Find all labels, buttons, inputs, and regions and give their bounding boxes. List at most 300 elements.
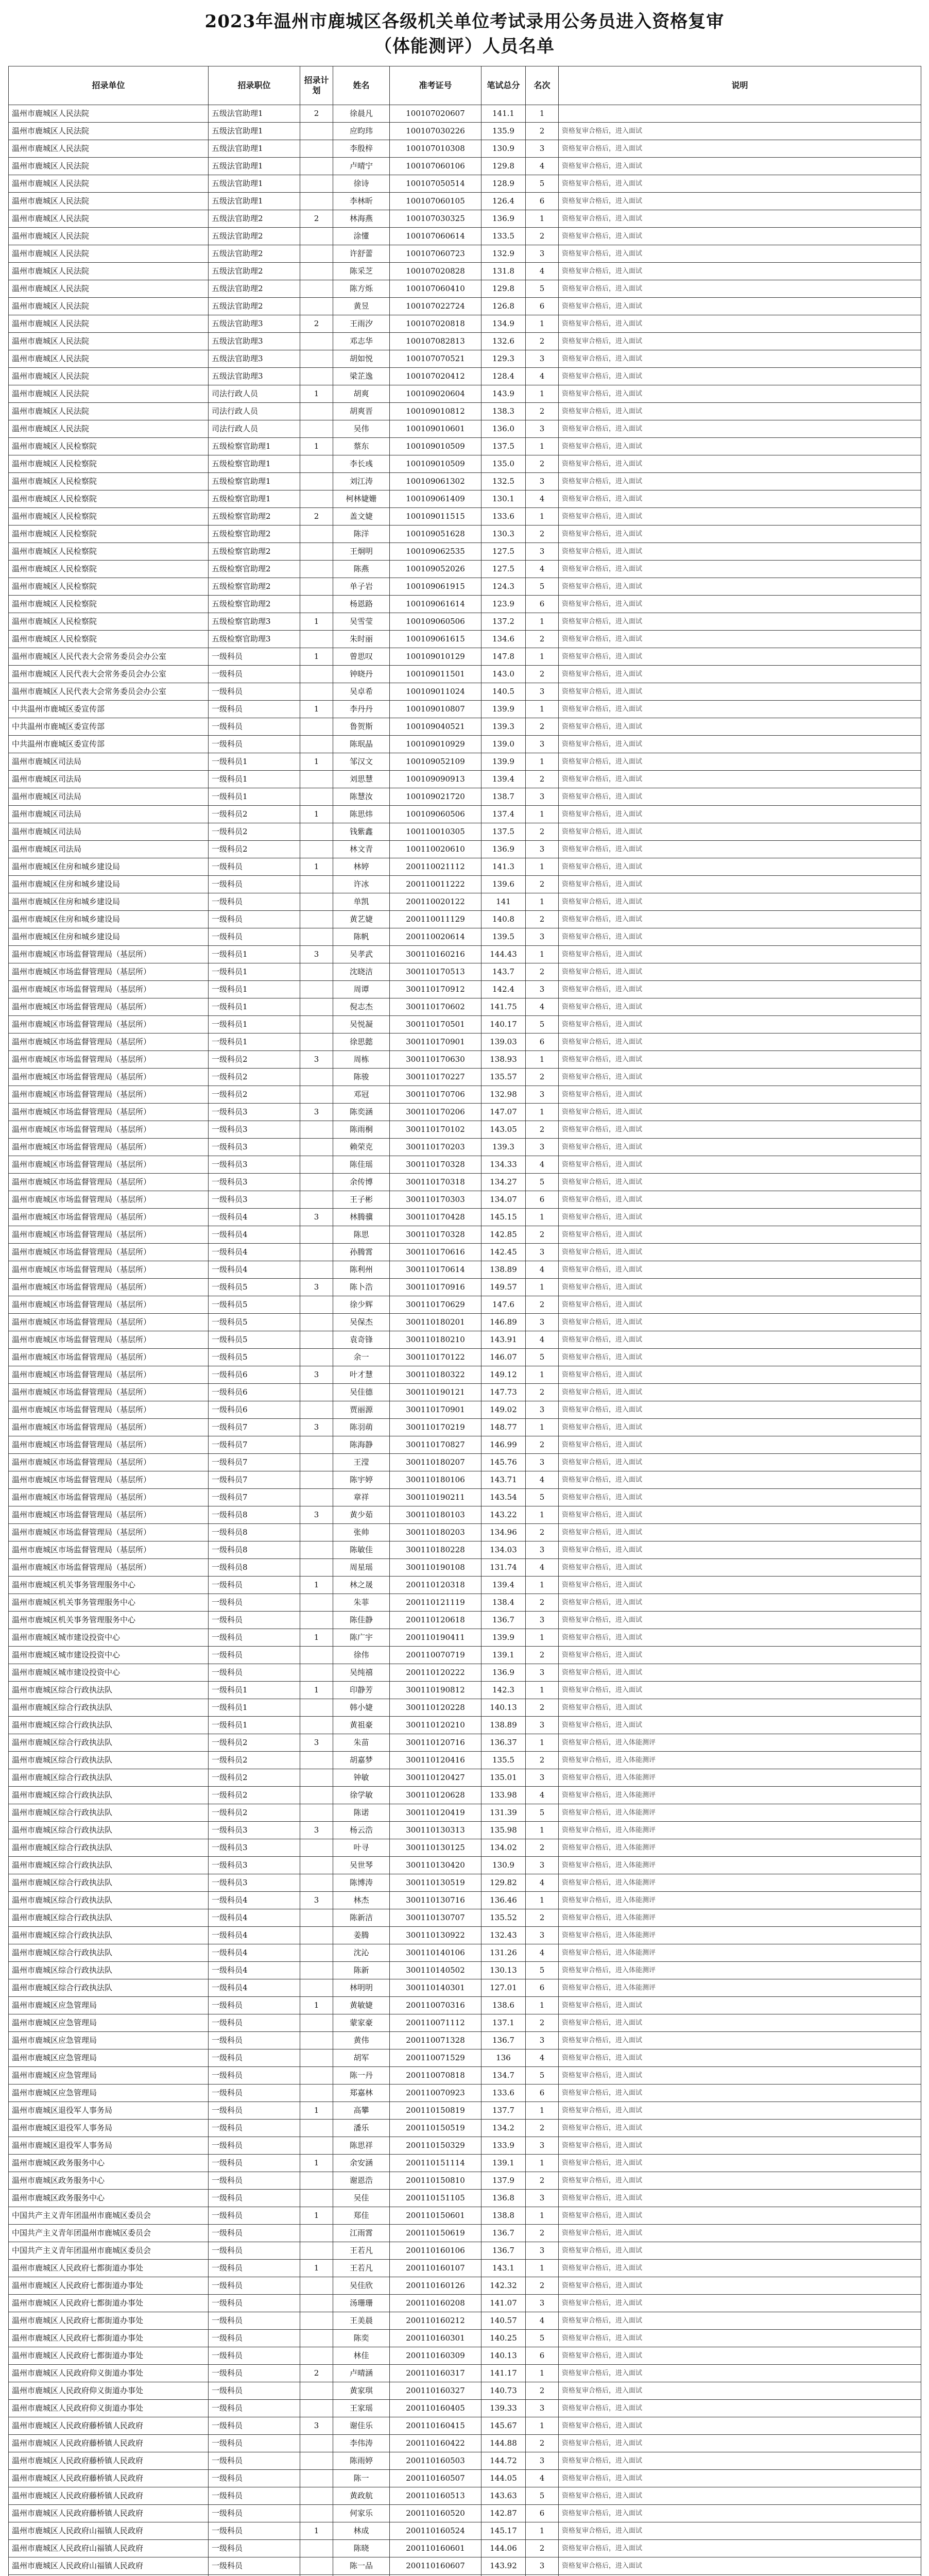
cell-note: 资格复审合格后，进入体能测评 [559,1822,921,1839]
cell-exam-id: 100107070521 [390,350,481,368]
cell-unit: 温州市鹿城区市场监督管理局（基层所） [9,1349,209,1366]
cell-rank: 1 [526,1366,559,1384]
cell-score: 141.07 [481,2295,526,2312]
cell-score: 133.9 [481,2137,526,2155]
cell-quota [300,1174,333,1191]
cell-unit: 温州市鹿城区机关事务管理服务中心 [9,1577,209,1594]
cell-score: 143.71 [481,1471,526,1489]
cell-score: 143.63 [481,2487,526,2505]
cell-rank: 1 [526,438,559,455]
cell-note: 资格复审合格后，进入体能测评 [559,1769,921,1787]
cell-name: 高攀 [333,2102,390,2120]
cell-rank: 1 [526,1892,559,1909]
cell-name: 林成 [333,2522,390,2540]
table-row [9,1734,921,1752]
cell-rank: 3 [526,1454,559,1471]
cell-position: 一级科员4 [209,1927,300,1944]
cell-note: 资格复审合格后，进入面试 [559,963,921,981]
table-row [9,1612,921,1629]
cell-unit: 温州市鹿城区人民政府仰义街道办事处 [9,2382,209,2400]
header-rank: 名次 [526,66,559,105]
cell-name: 吴悦凝 [333,1016,390,1033]
cell-exam-id: 200110160503 [390,2452,481,2470]
cell-unit: 温州市鹿城区人民检察院 [9,508,209,526]
cell-note: 资格复审合格后，进入体能测评 [559,1804,921,1822]
cell-position: 一级科员2 [209,1069,300,1086]
cell-quota [300,2137,333,2155]
cell-position: 一级科员 [209,2540,300,2557]
cell-name: 陈卜浩 [333,1279,390,1296]
cell-unit: 温州市鹿城区综合行政执法队 [9,1734,209,1752]
table-row [9,1436,921,1454]
cell-name: 余传博 [333,1174,390,1191]
cell-unit: 温州市鹿城区市场监督管理局（基层所） [9,1104,209,1121]
cell-rank: 2 [526,771,559,788]
cell-name: 吴伟 [333,420,390,438]
cell-quota [300,2347,333,2365]
table-row [9,2557,921,2575]
cell-score: 129.82 [481,1874,526,1892]
cell-unit: 温州市鹿城区人民法院 [9,123,209,140]
cell-unit: 温州市鹿城区综合行政执法队 [9,1944,209,1962]
cell-position: 一级科员 [209,2067,300,2084]
cell-score: 134.6 [481,631,526,648]
cell-exam-id: 300110190211 [390,1489,481,1506]
cell-rank: 2 [526,876,559,893]
cell-note: 资格复审合格后，进入面试 [559,2207,921,2225]
cell-exam-id: 300110170328 [390,1156,481,1174]
cell-note: 资格复审合格后，进入面试 [559,1191,921,1209]
cell-name: 黄家琪 [333,2382,390,2400]
cell-exam-id: 100109011515 [390,508,481,526]
cell-unit: 温州市鹿城区人民检察院 [9,438,209,455]
cell-rank: 1 [526,1419,559,1436]
cell-exam-id: 100107020818 [390,315,481,333]
cell-quota [300,543,333,561]
cell-note: 资格复审合格后，进入面试 [559,2260,921,2277]
cell-unit: 温州市鹿城区司法局 [9,788,209,806]
cell-quota [300,1261,333,1279]
cell-exam-id: 100109061409 [390,490,481,508]
cell-name: 王家瑶 [333,2400,390,2417]
table-row [9,1944,921,1962]
cell-name: 郑佳 [333,2207,390,2225]
cell-exam-id: 200110011129 [390,911,481,928]
cell-unit: 温州市鹿城区市场监督管理局（基层所） [9,1069,209,1086]
table-row [9,2540,921,2557]
cell-rank: 4 [526,998,559,1016]
cell-exam-id: 200110160212 [390,2312,481,2330]
cell-rank: 2 [526,823,559,841]
cell-name: 陈新 [333,1962,390,1979]
cell-exam-id: 100107060723 [390,245,481,263]
cell-note: 资格复审合格后，进入体能测评 [559,1839,921,1857]
cell-unit: 温州市鹿城区政务服务中心 [9,2155,209,2172]
cell-rank: 4 [526,368,559,385]
table-row [9,2365,921,2382]
cell-unit: 温州市鹿城区综合行政执法队 [9,1874,209,1892]
table-row [9,1699,921,1717]
cell-rank: 3 [526,2295,559,2312]
cell-quota [300,596,333,613]
header-score: 笔试总分 [481,66,526,105]
cell-rank: 3 [526,2452,559,2470]
cell-quota [300,2067,333,2084]
cell-position: 一级科员 [209,1664,300,1682]
cell-rank: 3 [526,1927,559,1944]
table-row [9,1752,921,1769]
cell-position: 一级科员2 [209,806,300,823]
cell-rank: 4 [526,490,559,508]
cell-unit: 温州市鹿城区人民政府藤桥镇人民政府 [9,2417,209,2435]
cell-score: 144.88 [481,2435,526,2452]
cell-quota [300,1436,333,1454]
table-row [9,1892,921,1909]
cell-exam-id: 200110160507 [390,2470,481,2487]
cell-name: 沈晓洁 [333,963,390,981]
cell-quota [300,1559,333,1577]
cell-score: 149.12 [481,1366,526,1384]
cell-exam-id: 200110070818 [390,2067,481,2084]
cell-position: 一级科员4 [209,1979,300,1997]
cell-rank: 6 [526,1191,559,1209]
cell-score: 140.13 [481,1699,526,1717]
cell-note: 资格复审合格后，进入面试 [559,490,921,508]
cell-rank: 1 [526,806,559,823]
cell-name: 梁芷逸 [333,368,390,385]
table-row [9,2487,921,2505]
cell-unit: 温州市鹿城区应急管理局 [9,2067,209,2084]
cell-quota [300,1489,333,1506]
cell-position: 一级科员2 [209,1804,300,1822]
cell-note: 资格复审合格后，进入面试 [559,455,921,473]
cell-score: 130.1 [481,490,526,508]
cell-exam-id: 300110140502 [390,1962,481,1979]
cell-score: 143.05 [481,1121,526,1139]
cell-quota [300,1331,333,1349]
cell-position: 一级科员4 [209,1962,300,1979]
cell-unit: 温州市鹿城区综合行政执法队 [9,1787,209,1804]
cell-exam-id: 100107082813 [390,333,481,350]
cell-score: 137.5 [481,438,526,455]
cell-score: 139.3 [481,1139,526,1156]
cell-position: 一级科员 [209,2032,300,2049]
cell-quota [300,1401,333,1419]
cell-quota [300,2084,333,2102]
cell-name: 卢晴宁 [333,158,390,175]
cell-note: 资格复审合格后，进入面试 [559,1209,921,1226]
cell-quota [300,1594,333,1612]
cell-exam-id: 300110170206 [390,1104,481,1121]
table-row [9,753,921,771]
cell-quota [300,788,333,806]
cell-score: 139.6 [481,876,526,893]
cell-note: 资格复审合格后，进入面试 [559,315,921,333]
cell-position: 一级科员 [209,2190,300,2207]
cell-quota [300,123,333,140]
table-row [9,280,921,298]
cell-score: 134.02 [481,1839,526,1857]
cell-name: 吴保杰 [333,1314,390,1331]
cell-quota [300,561,333,578]
cell-name: 盖文婕 [333,508,390,526]
cell-unit: 温州市鹿城区人民法院 [9,210,209,228]
table-row [9,2382,921,2400]
cell-position: 一级科员3 [209,1874,300,1892]
table-row [9,175,921,193]
cell-score: 129.8 [481,280,526,298]
cell-rank: 4 [526,2049,559,2067]
cell-position: 一级科员 [209,718,300,736]
cell-note: 资格复审合格后，进入体能测评 [559,1874,921,1892]
cell-unit: 温州市鹿城区人民法院 [9,368,209,385]
cell-rank: 2 [526,2225,559,2242]
cell-note: 资格复审合格后，进入面试 [559,596,921,613]
cell-note: 资格复审合格后，进入面试 [559,1489,921,1506]
cell-quota: 1 [300,753,333,771]
cell-name: 陈思炜 [333,806,390,823]
cell-position: 一级科员2 [209,841,300,858]
cell-score: 134.7 [481,2067,526,2084]
table-row [9,2049,921,2067]
cell-unit: 温州市鹿城区人民政府藤桥镇人民政府 [9,2452,209,2470]
cell-exam-id: 200110160513 [390,2487,481,2505]
cell-rank: 3 [526,420,559,438]
cell-score: 127.01 [481,1979,526,1997]
cell-score: 140.73 [481,2382,526,2400]
cell-rank: 1 [526,1629,559,1647]
cell-position: 一级科员 [209,928,300,946]
cell-exam-id: 100109020604 [390,385,481,403]
cell-unit: 温州市鹿城区人民法院 [9,280,209,298]
cell-position: 五级检察官助理1 [209,473,300,490]
cell-rank: 3 [526,2242,559,2260]
cell-rank: 6 [526,2084,559,2102]
cell-name: 王美晨 [333,2312,390,2330]
cell-rank: 2 [526,2172,559,2190]
cell-name: 邹汉文 [333,753,390,771]
table-row [9,1156,921,1174]
cell-note: 资格复审合格后，进入面试 [559,788,921,806]
cell-score: 146.99 [481,1436,526,1454]
cell-name: 杨恩路 [333,596,390,613]
cell-rank: 6 [526,193,559,210]
cell-position: 一级科员7 [209,1436,300,1454]
cell-position: 一级科员 [209,911,300,928]
cell-unit: 温州市鹿城区应急管理局 [9,2032,209,2049]
cell-quota [300,876,333,893]
cell-position: 一级科员7 [209,1489,300,1506]
cell-quota [300,1016,333,1033]
cell-exam-id: 100109052026 [390,561,481,578]
table-row [9,1962,921,1979]
cell-name: 陈新洁 [333,1909,390,1927]
cell-note: 资格复审合格后，进入面试 [559,228,921,245]
cell-exam-id: 100109040521 [390,718,481,736]
cell-score: 131.39 [481,1804,526,1822]
cell-name: 蔡东 [333,438,390,455]
cell-quota: 3 [300,1892,333,1909]
cell-score: 142.85 [481,1226,526,1244]
cell-exam-id: 100109011024 [390,683,481,701]
cell-rank: 3 [526,736,559,753]
cell-quota [300,1717,333,1734]
cell-unit: 温州市鹿城区市场监督管理局（基层所） [9,1121,209,1139]
cell-unit: 温州市鹿城区人民政府山福镇人民政府 [9,2540,209,2557]
cell-rank: 1 [526,210,559,228]
cell-position: 一级科员3 [209,1139,300,1156]
cell-note: 资格复审合格后，进入面试 [559,718,921,736]
cell-position: 一级科员4 [209,1944,300,1962]
cell-note: 资格复审合格后，进入面试 [559,473,921,490]
cell-name: 陈诺 [333,1804,390,1822]
cell-quota [300,1839,333,1857]
cell-unit: 温州市鹿城区人民政府七都街道办事处 [9,2347,209,2365]
cell-score: 137.7 [481,2102,526,2120]
cell-position: 五级法官助理2 [209,263,300,280]
cell-name: 邓冠 [333,1086,390,1104]
cell-position: 一级科员 [209,701,300,718]
cell-name: 杨云浩 [333,1822,390,1839]
cell-rank: 1 [526,1577,559,1594]
cell-note: 资格复审合格后，进入面试 [559,911,921,928]
cell-quota [300,2242,333,2260]
cell-score: 139.1 [481,2155,526,2172]
cell-exam-id: 300110180228 [390,1541,481,1559]
cell-position: 一级科员 [209,1577,300,1594]
cell-score: 136.8 [481,2190,526,2207]
cell-exam-id: 200110160415 [390,2417,481,2435]
cell-name: 林海燕 [333,210,390,228]
table-row [9,1664,921,1682]
cell-name: 王炯明 [333,543,390,561]
cell-name: 陈宇婷 [333,1471,390,1489]
cell-unit: 温州市鹿城区市场监督管理局（基层所） [9,1384,209,1401]
cell-rank: 3 [526,1314,559,1331]
cell-position: 一级科员2 [209,1086,300,1104]
cell-rank: 1 [526,2207,559,2225]
cell-exam-id: 100107030226 [390,123,481,140]
cell-rank: 2 [526,1647,559,1664]
cell-note: 资格复审合格后，进入面试 [559,2137,921,2155]
cell-position: 一级科员3 [209,1121,300,1139]
cell-exam-id: 300110170227 [390,1069,481,1086]
cell-name: 周谭 [333,981,390,998]
cell-unit: 温州市鹿城区城市建设投资中心 [9,1664,209,1682]
cell-score: 142.3 [481,1682,526,1699]
cell-position: 一级科员1 [209,946,300,963]
cell-score: 126.8 [481,298,526,315]
cell-unit: 温州市鹿城区司法局 [9,823,209,841]
cell-rank: 3 [526,140,559,158]
cell-quota [300,263,333,280]
cell-position: 一级科员 [209,2312,300,2330]
cell-score: 143.22 [481,1506,526,1524]
cell-note: 资格复审合格后，进入面试 [559,385,921,403]
cell-exam-id: 300110120228 [390,1699,481,1717]
cell-unit: 温州市鹿城区综合行政执法队 [9,1909,209,1927]
cell-name: 胡军 [333,2049,390,2067]
cell-name: 陈采芝 [333,263,390,280]
table-row [9,350,921,368]
cell-exam-id: 300110190108 [390,1559,481,1577]
cell-unit: 温州市鹿城区人民法院 [9,333,209,350]
cell-unit: 温州市鹿城区住房和城乡建设局 [9,928,209,946]
table-row [9,1559,921,1577]
cell-unit: 温州市鹿城区市场监督管理局（基层所） [9,1559,209,1577]
cell-unit: 温州市鹿城区市场监督管理局（基层所） [9,1454,209,1471]
cell-exam-id: 200110160317 [390,2365,481,2382]
table-row [9,2417,921,2435]
table-row [9,1839,921,1857]
cell-unit: 温州市鹿城区市场监督管理局（基层所） [9,1139,209,1156]
cell-exam-id: 200110150819 [390,2102,481,2120]
cell-name: 余一 [333,1349,390,1366]
cell-name: 陈利州 [333,1261,390,1279]
cell-exam-id: 200110071529 [390,2049,481,2067]
cell-position: 五级检察官助理2 [209,578,300,596]
cell-exam-id: 100109010129 [390,648,481,666]
cell-quota [300,1191,333,1209]
table-row [9,2522,921,2540]
cell-note: 资格复审合格后，进入面试 [559,1506,921,1524]
table-row [9,2120,921,2137]
cell-unit: 温州市鹿城区市场监督管理局（基层所） [9,1209,209,1226]
cell-exam-id: 200110120222 [390,1664,481,1682]
cell-score: 131.8 [481,263,526,280]
cell-note: 资格复审合格后，进入面试 [559,893,921,911]
cell-note: 资格复审合格后，进入体能测评 [559,1787,921,1804]
cell-note: 资格复审合格后，进入面试 [559,998,921,1016]
cell-quota [300,2190,333,2207]
cell-note: 资格复审合格后，进入面试 [559,543,921,561]
cell-rank: 1 [526,1682,559,1699]
table-row [9,2452,921,2470]
cell-score: 130.13 [481,1962,526,1979]
cell-unit: 温州市鹿城区人民检察院 [9,613,209,631]
cell-position: 一级科员 [209,1612,300,1629]
cell-rank: 2 [526,2382,559,2400]
cell-exam-id: 100107020828 [390,263,481,280]
cell-note: 资格复审合格后，进入面试 [559,2487,921,2505]
cell-name: 吴佳 [333,2190,390,2207]
cell-position: 一级科员 [209,736,300,753]
cell-name: 黄昱 [333,298,390,315]
cell-score: 126.4 [481,193,526,210]
cell-quota: 2 [300,508,333,526]
cell-score: 139.03 [481,1033,526,1051]
table-row [9,2172,921,2190]
cell-position: 一级科员 [209,2505,300,2522]
cell-rank: 1 [526,893,559,911]
cell-exam-id: 300110170901 [390,1401,481,1419]
table-row [9,666,921,683]
cell-exam-id: 200110160301 [390,2330,481,2347]
cell-quota [300,1927,333,1944]
cell-exam-id: 200110160422 [390,2435,481,2452]
cell-name: 陈佳静 [333,1612,390,1629]
cell-note: 资格复审合格后，进入面试 [559,2084,921,2102]
table-row [9,1244,921,1261]
cell-score: 145.15 [481,1209,526,1226]
cell-exam-id: 100109061615 [390,631,481,648]
cell-note: 资格复审合格后，进入面试 [559,368,921,385]
cell-exam-id: 300110170328 [390,1226,481,1244]
cell-note: 资格复审合格后，进入面试 [559,1121,921,1139]
cell-quota [300,2470,333,2487]
cell-exam-id: 300110170706 [390,1086,481,1104]
table-row [9,2435,921,2452]
